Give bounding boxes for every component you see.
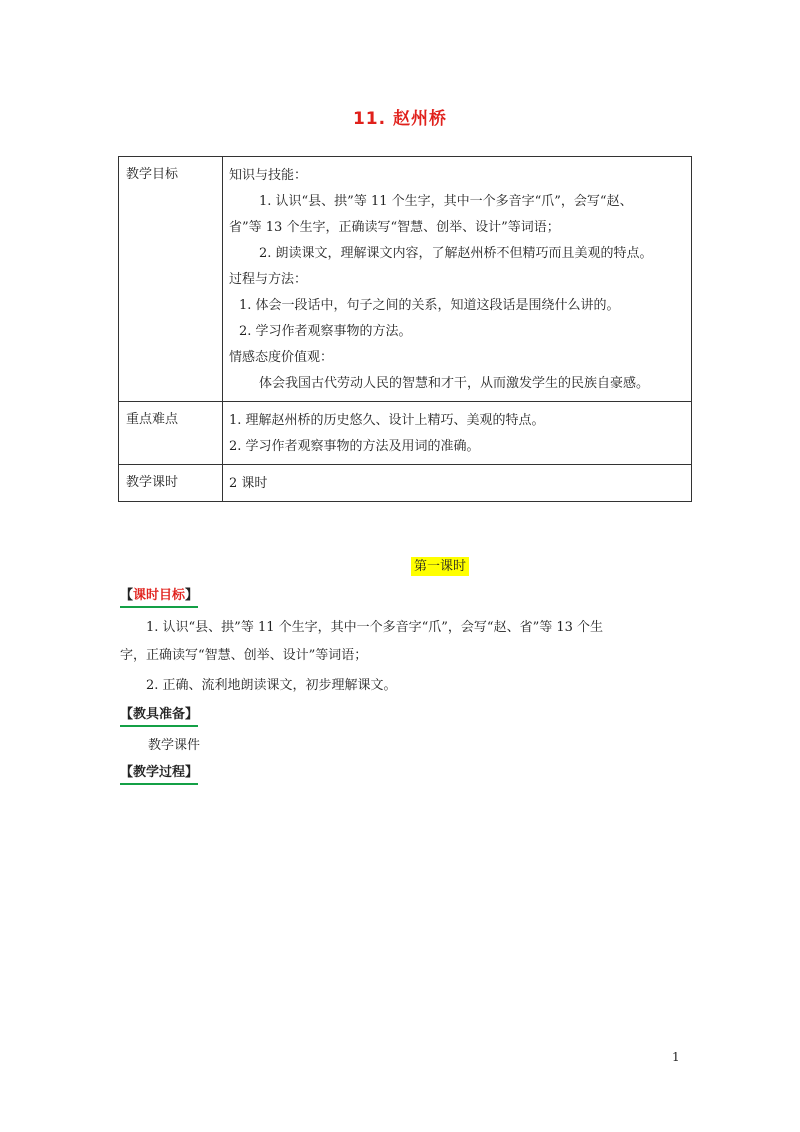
goals-line: 2. 朗读课文，理解课文内容，了解赵州桥不但精巧而且美观的特点。 bbox=[259, 246, 653, 261]
page-number: 1 bbox=[672, 1050, 680, 1064]
goals-line: 2. 学习作者观察事物的方法。 bbox=[239, 324, 412, 339]
objectives-label-text: 课时目标 bbox=[133, 588, 186, 603]
document-title: 11. 赵州桥 bbox=[352, 109, 448, 129]
key-point-line: 1. 理解赵州桥的历史悠久、设计上精巧、美观的特点。 bbox=[229, 413, 545, 428]
goals-line: 省”等 13 个生字，正确读写“智慧、创举、设计”等词语； bbox=[229, 220, 560, 235]
section-label-tools: 【教具准备】 bbox=[120, 706, 198, 727]
hours-label: 教学课时 bbox=[119, 465, 223, 502]
lesson-plan-table bbox=[118, 156, 692, 502]
lesson-heading bbox=[0, 555, 800, 574]
lesson-heading-text: 第一课时 bbox=[411, 557, 469, 576]
objective-line: 1. 认识“县、拱”等 11 个生字，其中一个多音字“爪”，会写“赵、省”等 13 个生 bbox=[146, 620, 604, 635]
table-row-key-points bbox=[119, 402, 692, 465]
key-points-content bbox=[223, 402, 692, 465]
hours-content: 2 课时 bbox=[223, 465, 692, 502]
goals-line: 体会我国古代劳动人民的智慧和才干，从而激发学生的民族自豪感。 bbox=[259, 376, 650, 391]
key-point-line: 2. 学习作者观察事物的方法及用词的准确。 bbox=[229, 439, 480, 454]
goals-label: 教学目标 bbox=[119, 157, 223, 402]
goals-line: 1. 体会一段话中，句子之间的关系，知道这段话是围绕什么讲的。 bbox=[239, 298, 620, 313]
section-label-process: 【教学过程】 bbox=[120, 764, 198, 785]
tools-content: 教学课件 bbox=[148, 738, 201, 753]
key-points-label: 重点难点 bbox=[119, 402, 223, 465]
table-row-hours bbox=[119, 465, 692, 502]
goals-line: 情感态度价值观： bbox=[229, 350, 334, 365]
goals-content bbox=[223, 157, 692, 402]
objective-line: 2. 正确、流利地朗读课文，初步理解课文。 bbox=[146, 678, 397, 693]
table-row-goals bbox=[119, 157, 692, 402]
objective-line: 字，正确读写“智慧、创举、设计”等词语； bbox=[120, 648, 368, 663]
goals-line: 知识与技能： bbox=[229, 168, 308, 183]
goals-line: 1. 认识“县、拱”等 11 个生字，其中一个多音字“爪”，会写“赵、 bbox=[259, 194, 633, 209]
section-label-objectives: 【课时目标】 bbox=[120, 587, 198, 608]
goals-line: 过程与方法： bbox=[229, 272, 308, 287]
